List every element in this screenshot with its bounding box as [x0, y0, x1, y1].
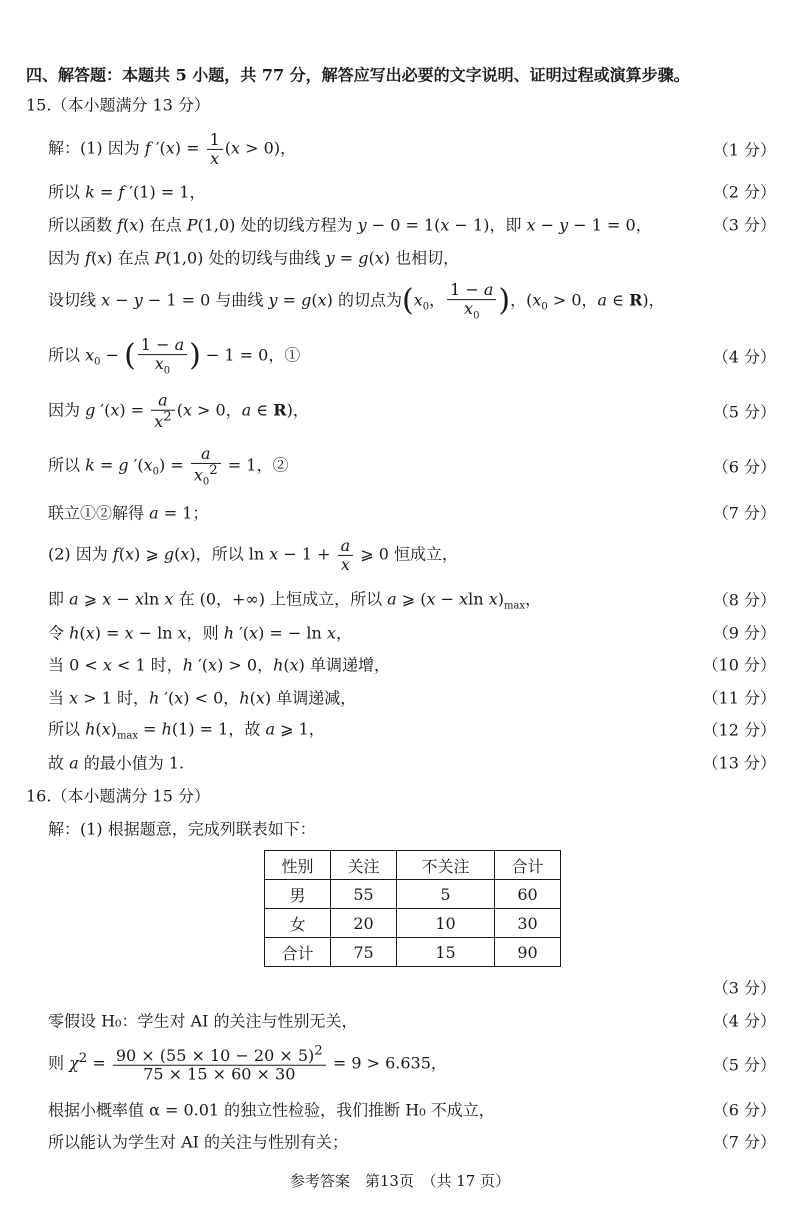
- table-cell: 合计: [265, 938, 331, 967]
- score: （9 分）: [712, 623, 776, 643]
- q15-line-15: 所以 $h(x)_{max} = h(1) = 1$，故 a ⩾ 1， （12 分）: [48, 719, 776, 742]
- score: （8 分）: [712, 590, 776, 610]
- q16-line-h0: 零假设 H₀：学生对 AI 的关注与性别无关， （4 分）: [48, 1007, 776, 1033]
- table-cell: 15: [397, 938, 495, 967]
- section-heading: 四、解答题：本题共 5 小题，共 77 分，解答应写出必要的文字说明、证明过程或演算步骤。: [26, 65, 690, 85]
- q16-intro: 解：(1) 根据题意，完成列联表如下：: [48, 819, 316, 839]
- q15-line-10: (2) 因为 f(x) ⩾ g(x)，所以 ln x − 1 + $\frac{a}{x}$ ⩾ 0 恒成立，: [48, 535, 459, 574]
- table-header-cell: 合计: [494, 851, 560, 880]
- table-cell: 5: [397, 880, 495, 909]
- score: （10 分）: [702, 655, 776, 675]
- score: （1 分）: [712, 140, 776, 160]
- table-cell: 20: [331, 909, 397, 938]
- q15-line-13: 当 0 < x < 1 时，h ′(x) > 0，h(x) 单调递增， （10 分）: [48, 651, 776, 677]
- q16-score-table: [48, 974, 776, 1000]
- q15-line-4: 因为 f(x) 在点 P(1,0) 处的切线与曲线 y = g(x) 也相切，: [48, 248, 460, 268]
- score: （13 分）: [702, 753, 776, 773]
- table-cell: 75: [331, 938, 397, 967]
- table-cell: 55: [331, 880, 397, 909]
- contingency-table: [264, 850, 561, 967]
- score: （5 分）: [712, 1055, 776, 1075]
- q16-line-conclusion: 所以能认为学生对 AI 的关注与性别有关； （7 分）: [48, 1128, 776, 1154]
- q15-line-14: 当 x > 1 时，h ′(x) < 0，h(x) 单调递减， （11 分）: [48, 684, 776, 710]
- question-15-title: 15.（本小题满分 13 分）: [26, 95, 210, 115]
- score: （6 分）: [712, 457, 776, 477]
- q16-line-chi-square: 则 $\chi^2$ = $\frac{90 \times (55 \times 10 - 20 \times 5)^2}{75 \times 15 \times 60 \times 30}$ = 9 > 6.635， （5 分）: [48, 1043, 776, 1084]
- table-header-cell: 性别: [265, 851, 331, 880]
- score: （6 分）: [712, 1100, 776, 1120]
- score: （5 分）: [712, 402, 776, 422]
- fraction: $\frac{1}{x}$: [207, 131, 223, 167]
- score: （12 分）: [702, 720, 776, 740]
- score: （4 分）: [712, 1011, 776, 1031]
- score: （7 分）: [712, 503, 776, 523]
- q16-line-reject: 根据小概率值 α = 0.01 的独立性检验，我们推断 H₀ 不成立， （6 分）: [48, 1096, 776, 1122]
- q15-line-6: 所以 $x_0$ − ( $\frac{1 - a}{x_0}$ ) − 1 = 0，① （4 分）: [48, 335, 776, 376]
- q15-line-12: 令 h(x) = x − ln x，则 h ′(x) = − ln x， （9 分）: [48, 619, 776, 645]
- score: （4 分）: [712, 347, 776, 367]
- q15-line-9: 联立①②解得 a = 1； （7 分）: [48, 499, 776, 525]
- table-cell: 90: [494, 938, 560, 967]
- q15-line-16: 故 a 的最小值为 1. （13 分）: [48, 749, 776, 775]
- table-row: [265, 909, 561, 938]
- q15-line-8: 所以 k = g $'(x_0)$ = $\frac{a}{x_0^2}$ = 1，② （6 分）: [48, 443, 776, 488]
- q15-line-1: 解：(1) 因为 f ′(x) = $\frac{1}{x}$ (x > 0)， （1 分）: [48, 129, 776, 168]
- q15-line-3: 所以函数 f(x) 在点 P(1,0) 处的切线方程为 y − 0 = 1(x − 1)，即 x − y − 1 = 0， （3 分）: [48, 211, 776, 237]
- score: （11 分）: [702, 688, 776, 708]
- table-cell: 60: [494, 880, 560, 909]
- score: （7 分）: [712, 1132, 776, 1152]
- table-cell: 30: [494, 909, 560, 938]
- table-cell: 男: [265, 880, 331, 909]
- score: （3 分）: [712, 215, 776, 235]
- table-header-cell: 不关注: [397, 851, 495, 880]
- q15-line-2: 所以 k = f ′(1) = 1， （2 分）: [48, 178, 776, 204]
- q15-line-7: 因为 g ′(x) = $\frac{a}{x^2}$ (x > 0，a ∈ R)， （5 分）: [48, 390, 776, 431]
- page-footer: 参考答案 第13页 （共 17 页）: [289, 1172, 511, 1190]
- table-row: [265, 938, 561, 967]
- table-row: [265, 880, 561, 909]
- table-header-cell: 关注: [331, 851, 397, 880]
- table-cell: 10: [397, 909, 495, 938]
- table-header-row: [265, 851, 561, 880]
- q15-line-5: 设切线 x − y − 1 = 0 与曲线 y = g(x) 的切点为($x_0$， $\frac{1 - a}{x_0}$ )，($x_0 > 0$，a ∈ R)，: [48, 280, 665, 321]
- table-cell: 女: [265, 909, 331, 938]
- q15-line-11: 即 a ⩾ x − xln x 在 (0，+∞) 上恒成立，所以 a ⩾ (x − xln $x)_{max}$， （8 分）: [48, 589, 776, 612]
- question-16-title: 16.（本小题满分 15 分）: [26, 786, 210, 806]
- score: （2 分）: [712, 182, 776, 202]
- score: （3 分）: [712, 978, 776, 998]
